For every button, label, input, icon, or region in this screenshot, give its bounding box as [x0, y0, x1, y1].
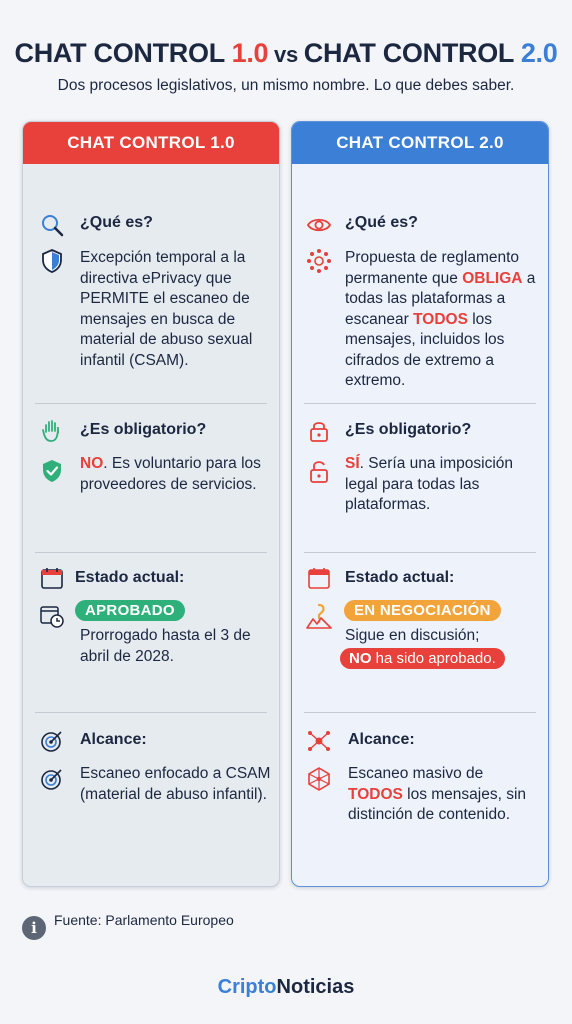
right-status-body: Sigue en discusión;	[345, 627, 480, 644]
right-scope-body: Escaneo masivo de TODOS los mensajes, sin distinción de contenido.	[348, 765, 527, 823]
divider	[35, 403, 267, 404]
divider	[35, 712, 267, 713]
right-mandatory-title: ¿Es obligatorio?	[345, 421, 472, 438]
target-icon	[39, 766, 65, 792]
version-2-label: 2.0	[520, 38, 558, 68]
approved-badge: APROBADO	[75, 600, 185, 621]
check-shield-icon	[39, 458, 65, 484]
open-padlock-icon	[306, 458, 332, 484]
brand-logo: CriptoNoticias	[217, 976, 355, 998]
warning-icon	[306, 603, 332, 629]
globe-network-icon	[306, 766, 332, 792]
divider	[304, 552, 536, 553]
not-approved-pill: NO ha sido aprobado.	[340, 648, 505, 669]
eye-icon	[306, 212, 332, 238]
hand-icon	[39, 418, 65, 444]
calendar-icon	[306, 565, 332, 591]
target-icon	[39, 728, 65, 754]
calendar-icon	[39, 565, 65, 591]
calendar-clock-icon	[39, 603, 65, 629]
right-mandatory-body: SÍ. Sería una imposición legal para todas las plataformas.	[345, 455, 514, 513]
shield-icon	[39, 248, 65, 274]
left-what-title: ¿Qué es?	[80, 214, 153, 231]
left-status-body: Prorrogado hasta el 3 de abril de 2028.	[80, 627, 251, 665]
right-what-title: ¿Qué es?	[345, 214, 418, 231]
left-mandatory-body: NO. Es voluntario para los proveedores de servicios.	[80, 455, 261, 493]
card-header-2: CHAT CONTROL 2.0	[292, 122, 548, 164]
left-scope-title: Alcance:	[80, 731, 147, 748]
source-label: Fuente: Parlamento Europeo	[54, 912, 234, 928]
divider	[304, 403, 536, 404]
network-icon	[306, 728, 332, 754]
chat-control-1-card	[22, 121, 280, 887]
page-title: CHAT CONTROL 1.0 vs CHAT CONTROL 2.0	[14, 38, 558, 68]
network-icon	[306, 248, 332, 274]
card-header-1: CHAT CONTROL 1.0	[23, 122, 279, 164]
chat-control-2-card	[291, 121, 549, 887]
right-scope-title: Alcance:	[348, 731, 415, 748]
page-subtitle: Dos procesos legislativos, un mismo nombre. Lo que debes saber.	[57, 77, 515, 94]
negotiation-badge: EN NEGOCIACIÓN	[344, 600, 501, 621]
divider	[304, 712, 536, 713]
left-what-body: Excepción temporal a la directiva ePrivacy que PERMITE el escaneo de mensajes en busca de material de abuso sexual infantil (CSAM).	[80, 249, 253, 369]
divider	[35, 552, 267, 553]
left-scope-body: Escaneo enfocado a CSAM (material de abuso infantil).	[80, 765, 271, 803]
left-mandatory-title: ¿Es obligatorio?	[80, 421, 207, 438]
info-icon: i	[22, 916, 46, 940]
magnifier-icon	[39, 212, 65, 238]
right-status-title: Estado actual:	[345, 569, 455, 586]
version-1-label: 1.0	[231, 38, 269, 68]
left-status-title: Estado actual:	[75, 569, 185, 586]
right-what-body: Propuesta de reglamento permanente que OBLIGA a todas las plataformas a escanear TODOS los mensajes, incluidos los cifrados de extremo a extremo.	[345, 249, 536, 389]
padlock-icon	[306, 418, 332, 444]
